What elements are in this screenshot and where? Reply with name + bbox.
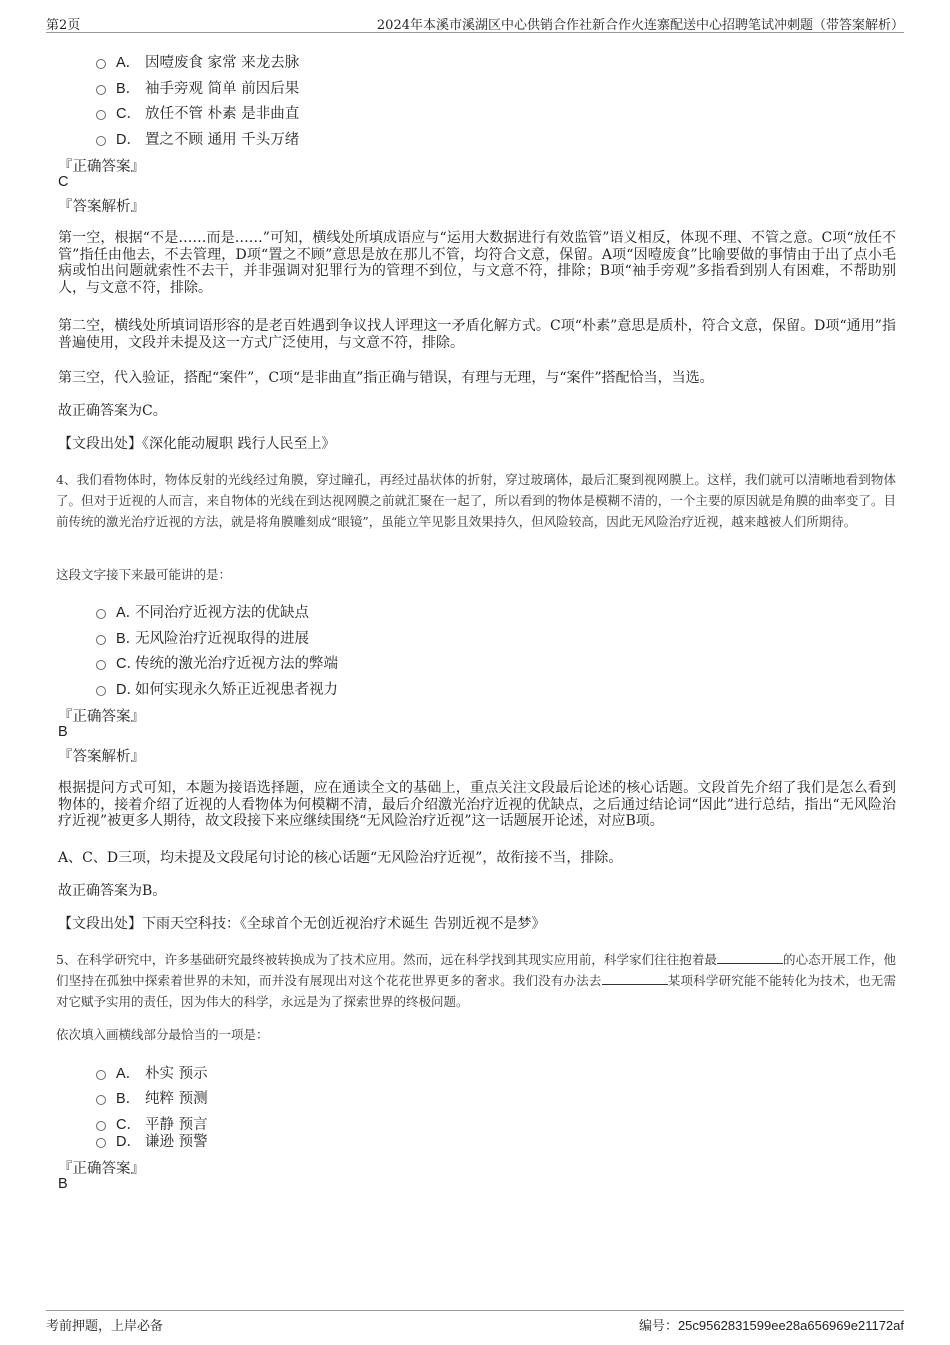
q5-answer-label: 『正确答案』 — [58, 1161, 145, 1177]
q4-answer-label: 『正确答案』 — [58, 709, 145, 725]
q4-option-a[interactable]: A．不同治疗近视方法的优缺点 — [96, 601, 309, 622]
q3-option-c[interactable]: C． 放任不管 朴素 是非曲直 — [96, 102, 299, 123]
q3-conclusion: 故正确答案为C。 — [58, 403, 167, 419]
radio-icon[interactable] — [96, 660, 106, 670]
page-number: 第2页 — [46, 18, 81, 33]
radio-icon[interactable] — [96, 110, 106, 120]
q5-answer: B — [58, 1176, 68, 1192]
q3-answer: C — [58, 174, 69, 190]
page-header — [46, 14, 904, 33]
q4-conclusion: 故正确答案为B。 — [58, 883, 167, 899]
q4-question-text: 4、我们看物体时，物体反射的光线经过角膜，穿过瞳孔，再经过晶状体的折射，穿过玻璃体，最后汇聚到视网膜上。这样，我们就可以清晰地看到物体了。但对于近视的人而言，来自物体的光线在到达视网膜之前就汇聚在一起了，所以看到的物体是模糊不清的，一个主要的原因就是角膜的曲率变了。目前传统的激光治疗近视的方法，就是将角膜雕刻成“眼镜”，虽能立竿见影且效果持久，但风险较高，因此无风险治疗近视，越来越被人们所期待。 — [56, 472, 896, 529]
q3-analysis-paragraph: 第一空，根据“不是……而是……”可知，横线处所填成语应与“运用大数据进行有效监管”语义相反，体现不理、不管之意。C项“放任不管”指任由他去，不去管理，D项“置之不顾”意思是放在那儿不管，均符合文意，保留。A项“因噎废食”比喻要做的事情由于出了点小毛病或怕出问题就索性不去干，并非强调对犯罪行为的管理不到位，与文意不符，排除；B项“袖手旁观”多指看到别人有困难，不帮助别人，与文意不符，排除。 — [58, 230, 896, 296]
radio-icon[interactable] — [96, 609, 106, 619]
radio-icon[interactable] — [96, 635, 106, 645]
q3-analysis-paragraph: 第三空，代入验证，搭配“案件”，C项“是非曲直”指正确与错误，有理与无理，与“案件”搭配恰当，当选。 — [58, 370, 714, 386]
q4-analysis-label: 『答案解析』 — [58, 749, 145, 765]
q3-analysis-label: 『答案解析』 — [58, 199, 145, 215]
fill-blank-1 — [717, 951, 783, 964]
q3-option-d[interactable]: D． 置之不顾 通用 千头万绪 — [96, 128, 299, 149]
q4-analysis-paragraph: 根据提问方式可知，本题为接语选择题，应在通读全文的基础上，重点关注文段最后论述的核心话题。文段首先介绍了我们是怎么看到物体的，接着介绍了近视的人看物体为何模糊不清，最后介绍激光治疗近视的优缺点，之后通过结论词“因此”进行总结，指出“无风险治疗近视”被更多人期待，故文段接下来应继续围绕“无风险治疗近视”这一话题展开论述，对应B项。 — [58, 780, 896, 829]
radio-icon[interactable] — [96, 59, 106, 69]
q5-option-c[interactable]: C． 平静 预言 — [96, 1113, 208, 1134]
q3-option-b[interactable]: B． 袖手旁观 简单 前因后果 — [96, 77, 299, 98]
radio-icon[interactable] — [96, 1070, 106, 1080]
q5-option-d[interactable]: D． 谦逊 预警 — [96, 1130, 208, 1151]
radio-icon[interactable] — [96, 136, 106, 146]
document-code: 编号：25c9562831599ee28a656969e21172af — [638, 1318, 904, 1334]
q4-prompt: 这段文字接下来最可能讲的是： — [56, 567, 232, 582]
q3-option-a[interactable]: A． 因噎废食 家常 来龙去脉 — [96, 51, 299, 72]
q5-option-a[interactable]: A． 朴实 预示 — [96, 1062, 208, 1083]
q4-option-c[interactable]: C．传统的激光治疗近视方法的弊端 — [96, 652, 338, 673]
q3-answer-label: 『正确答案』 — [58, 159, 145, 175]
fill-blank-2 — [602, 972, 668, 985]
q4-analysis-paragraph: A、C、D三项，均未提及文段尾句讨论的核心话题“无风险治疗近视”，故衔接不当，排除。 — [58, 850, 623, 866]
radio-icon[interactable] — [96, 85, 106, 95]
q4-option-d[interactable]: D．如何实现永久矫正近视患者视力 — [96, 678, 338, 699]
q4-option-b[interactable]: B．无风险治疗近视取得的进展 — [96, 627, 309, 648]
q5-option-b[interactable]: B． 纯粹 预测 — [96, 1087, 208, 1108]
q4-answer: B — [58, 724, 68, 740]
radio-icon[interactable] — [96, 1138, 106, 1148]
q5-prompt: 依次填入画横线部分最恰当的一项是： — [56, 1027, 269, 1042]
q3-analysis-paragraph: 第二空，横线处所填词语形容的是老百姓遇到争议找人评理这一矛盾化解方式。C项“朴素”意思是质朴，符合文意，保留。D项“通用”指普遍使用，文段并未提及这一方式广泛使用，与文意不符，排除。 — [58, 318, 896, 351]
q3-source: 【文段出处】《深化能动履职 践行人民至上》 — [58, 436, 336, 452]
radio-icon[interactable] — [96, 1095, 106, 1105]
q4-source: 【文段出处】下雨天空科技：《全球首个无创近视治疗术诞生 告别近视不是梦》 — [58, 916, 546, 932]
q5-question-text: 5、在科学研究中，许多基础研究最终被转换成为了技术应用。然而，远在科学找到其现实应用前，科学家们往往抱着最 的心态开展工作，他们坚持在孤独中探索着世界的未知，而并没有展现出对这个花花世界更多的奢求。我们没有办法去 某项科学研究能不能转化为技术，也无需对它赋予实用的责任，因为伟大的科学，永远是为了探索世界的终极问题。 — [56, 952, 896, 1009]
radio-icon[interactable] — [96, 686, 106, 696]
page-footer — [46, 1310, 904, 1333]
document-title: 2024年本溪市溪湖区中心供销合作社新合作火连寨配送中心招聘笔试冲刺题（带答案解析） — [376, 18, 904, 33]
footer-slogan: 考前押题，上岸必备 — [46, 1319, 164, 1334]
